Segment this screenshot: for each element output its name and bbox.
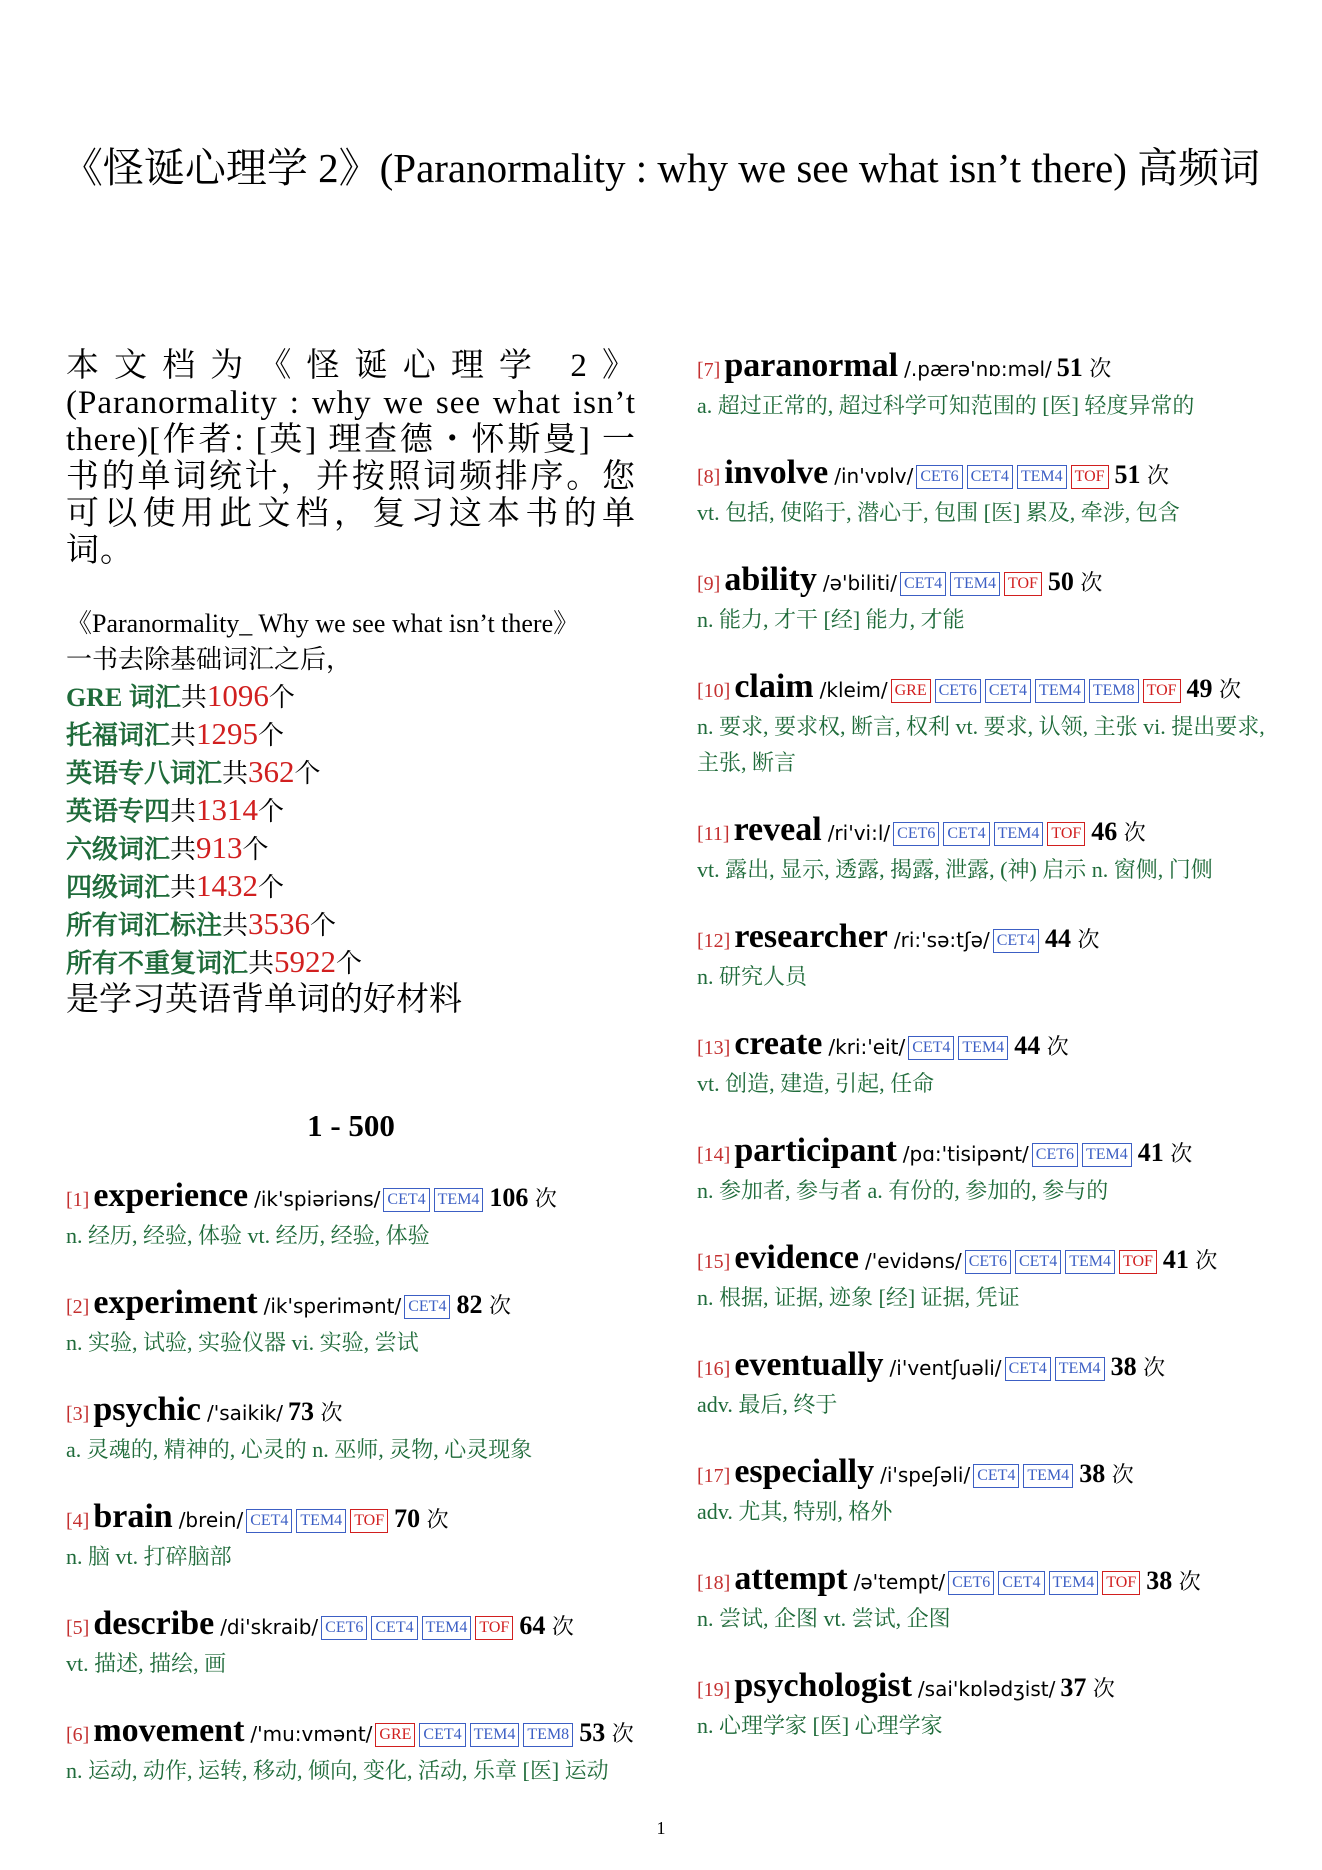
exam-tag: CET4 [1015,1250,1061,1274]
entry-index: [16] [697,1358,731,1380]
stats-label: 所有词汇标注 [66,911,223,940]
entry-phonetic: /ə'tempt/ [853,1570,946,1594]
entry-word: movement [93,1712,245,1749]
entry-index: [10] [697,680,731,702]
entry-index: [3] [66,1403,90,1425]
entry-count: 46 [1091,817,1118,846]
entry-index: [14] [697,1144,731,1166]
entry-count-suffix: 次 [1080,570,1103,595]
entry-count: 37 [1060,1673,1087,1702]
entry-index: [12] [697,930,731,952]
exam-tag: CET6 [935,679,981,703]
entry-header [697,1561,1272,1601]
stats-label: 四级词汇 [66,873,171,902]
entry-count-suffix: 次 [1123,820,1146,845]
exam-tag: CET6 [893,822,939,846]
exam-tag: TOF [1119,1250,1157,1274]
exam-tag: TEM4 [422,1616,472,1640]
entry-index: [9] [697,573,721,595]
entry-header [66,1178,636,1218]
word-entry [66,1713,636,1789]
entry-word: evidence [734,1239,859,1276]
word-entry [66,1606,636,1682]
stats-connector: 共 [170,721,197,750]
entry-definition: n. 尝试, 企图 vt. 尝试, 企图 [697,1606,951,1631]
exam-tag: CET4 [985,679,1031,703]
exam-tag: TEM4 [1082,1143,1132,1167]
entry-header [697,812,1272,852]
entry-word: psychologist [734,1667,912,1704]
stats-line [66,906,636,944]
entry-word: experience [93,1177,249,1214]
stats-line [66,716,636,754]
entry-word: create [734,1025,823,1062]
entry-header [697,1133,1272,1173]
stats-closing: 是学习英语背单词的好材料 [66,982,462,1018]
stats-unit: 个 [336,949,363,978]
entry-index: [5] [66,1617,90,1639]
exam-tag: CET4 [404,1295,450,1319]
word-entry [697,1347,1272,1423]
entry-header [66,1392,636,1432]
entry-header [66,1713,636,1753]
entry-count-suffix: 次 [1092,1676,1115,1701]
entry-index: [11] [697,823,730,845]
entry-word: attempt [734,1560,848,1597]
entry-count: 38 [1110,1352,1137,1381]
exam-tag: TEM4 [470,1723,520,1747]
entry-header [66,1285,636,1325]
exam-tag: TEM4 [1017,465,1067,489]
entry-count-suffix: 次 [1143,1355,1166,1380]
entry-count: 70 [394,1504,421,1533]
exam-tag: CET6 [321,1616,367,1640]
word-entry [66,1499,636,1575]
exam-tag: CET4 [908,1036,954,1060]
entry-definition: vt. 包括, 使陷于, 潜心于, 包围 [医] 累及, 牵涉, 包含 [697,500,1180,525]
word-entry [66,1285,636,1361]
exam-tag: TEM4 [958,1036,1008,1060]
exam-tag: CET4 [383,1188,429,1212]
entry-phonetic: /pɑ:'tisipənt/ [902,1142,1029,1166]
entry-definition: n. 脑 vt. 打碎脑部 [66,1544,232,1569]
stats-label: 托福词汇 [66,721,171,750]
exam-tag: TOF [350,1509,388,1533]
word-entry [66,1392,636,1468]
entry-phonetic: /.pærə'nɒ:məl/ [904,357,1052,381]
entry-count: 51 [1056,353,1083,382]
entry-definition: adv. 最后, 终于 [697,1392,838,1417]
exam-tag: TEM4 [950,572,1000,596]
word-entry [697,919,1272,995]
entry-count-suffix: 次 [551,1614,574,1639]
entry-definition: n. 参加者, 参与者 a. 有份的, 参加的, 参与的 [697,1178,1109,1203]
stats-list [66,678,636,982]
page-number: 1 [656,1818,666,1838]
entry-header [697,1668,1272,1708]
stats-line [66,792,636,830]
exam-tag: CET4 [1005,1357,1051,1381]
entry-count: 82 [456,1290,483,1319]
entry-word: experiment [93,1284,258,1321]
entry-count-suffix: 次 [1089,356,1112,381]
word-entry [66,1178,636,1254]
entry-word: paranormal [724,347,899,384]
entry-phonetic: /sai'kɒlədʒist/ [917,1677,1056,1701]
left-column [66,348,636,1820]
entry-phonetic: /i'speʃəli/ [880,1463,971,1487]
entry-count: 51 [1114,460,1141,489]
entry-phonetic: /in'vɒlv/ [834,464,914,488]
stats-label: 六级词汇 [66,835,171,864]
exam-tag: CET4 [943,822,989,846]
entry-definition: n. 能力, 才干 [经] 能力, 才能 [697,607,965,632]
stats-connector: 共 [222,911,249,940]
entry-index: [13] [697,1037,731,1059]
entry-index: [15] [697,1251,731,1273]
word-entry [697,1240,1272,1316]
entry-definition: a. 灵魂的, 精神的, 心灵的 n. 巫师, 灵物, 心灵现象 [66,1437,533,1462]
stats-unit: 个 [258,721,285,750]
stats-connector: 共 [222,759,249,788]
entry-phonetic: /ə'biliti/ [822,571,897,595]
entry-count: 64 [519,1611,546,1640]
stats-connector: 共 [170,873,197,902]
entry-definition: n. 研究人员 [697,964,808,989]
entry-count-suffix: 次 [1111,1462,1134,1487]
stats-count: 1096 [206,678,269,713]
right-column [697,348,1272,1775]
left-word-list [66,1178,636,1789]
stats-line [66,944,636,982]
stats-unit: 个 [310,911,337,940]
exam-tag: TOF [1004,572,1042,596]
exam-tag: TEM4 [994,822,1044,846]
entry-header [697,1347,1272,1387]
stats-count: 1314 [196,792,259,827]
entry-word: psychic [93,1391,202,1428]
stats-label: GRE 词汇 [66,683,181,712]
entry-word: ability [724,561,817,598]
entry-phonetic: /kleim/ [819,678,888,702]
exam-tag: CET4 [973,1464,1019,1488]
word-entry [697,348,1272,424]
stats-unit: 个 [294,759,321,788]
entry-definition: n. 经历, 经验, 体验 vt. 经历, 经验, 体验 [66,1223,430,1248]
entry-header [697,1026,1272,1066]
exam-tag: TOF [1071,465,1109,489]
stats-removed-line: 一书去除基础词汇之后， [66,645,353,674]
entry-phonetic: /ri:'sə:tʃə/ [893,928,990,952]
entry-definition: n. 根据, 证据, 迹象 [经] 证据, 凭证 [697,1285,1020,1310]
exam-tag: CET4 [967,465,1013,489]
word-entry [697,1561,1272,1637]
entry-count-suffix: 次 [1170,1141,1193,1166]
exam-tag: TEM4 [434,1188,484,1212]
exam-tag: TEM4 [296,1509,346,1533]
entry-count: 53 [579,1718,606,1747]
entry-count-suffix: 次 [611,1721,634,1746]
stats-count: 913 [196,830,243,865]
entry-count-suffix: 次 [320,1400,343,1425]
exam-tag: TOF [1102,1571,1140,1595]
exam-tag: CET4 [900,572,946,596]
entry-header [66,1499,636,1539]
entry-header [697,919,1272,959]
entry-count: 50 [1047,567,1074,596]
exam-tag: TEM4 [1055,1357,1105,1381]
stats-count: 5922 [274,944,337,979]
exam-tag: CET6 [965,1250,1011,1274]
stats-line [66,678,636,716]
word-entry [697,1133,1272,1209]
entry-count-suffix: 次 [1178,1569,1201,1594]
entry-definition: n. 运动, 动作, 运转, 移动, 倾向, 变化, 活动, 乐章 [医] 运动 [66,1758,609,1783]
entry-index: [17] [697,1465,731,1487]
word-entry [697,669,1272,781]
stats-line [66,830,636,868]
stats-connector: 共 [170,797,197,826]
entry-count-suffix: 次 [1046,1034,1069,1059]
exam-tag: TOF [475,1616,513,1640]
entry-index: [6] [66,1724,90,1746]
entry-count: 44 [1044,924,1071,953]
exam-tag: CET6 [916,465,962,489]
word-entry [697,562,1272,638]
entry-phonetic: /ik'spiəriəns/ [254,1187,381,1211]
exam-tag: CET4 [371,1616,417,1640]
stats-connector: 共 [170,835,197,864]
entry-header [697,669,1272,709]
stats-count: 362 [248,754,295,789]
entry-word: especially [734,1453,875,1490]
entry-count-suffix: 次 [1219,677,1242,702]
entry-header [697,348,1272,388]
entry-index: [7] [697,359,721,381]
stats-label: 所有不重复词汇 [66,949,249,978]
entry-header [697,455,1272,495]
stats-label: 英语专四 [66,797,171,826]
entry-phonetic: /brein/ [178,1508,244,1532]
entry-definition: vt. 创造, 建造, 引起, 任命 [697,1071,935,1096]
entry-count: 41 [1162,1245,1189,1274]
entry-phonetic: /'evidəns/ [864,1249,962,1273]
exam-tag: TEM4 [1065,1250,1115,1274]
intro-paragraph: 本文档为《怪诞心理学 2》(Paranormality : why we see what isn’t there)[作者: [英] 理查德・怀斯曼] 一书的单词统计，并按照词频排序。您可以使用此文档，复习这本书的单词。 [66,348,636,569]
entry-word: claim [734,668,814,705]
entry-header [697,562,1272,602]
entry-index: [4] [66,1510,90,1532]
exam-tag: TEM4 [1035,679,1085,703]
stats-book-line: 《Paranormality_ Why we see what isn’t there》 [66,609,580,638]
stats-unit: 个 [268,683,295,712]
entry-count: 44 [1014,1031,1041,1060]
entry-count: 49 [1186,674,1213,703]
exam-tag: CET4 [246,1509,292,1533]
entry-header [697,1454,1272,1494]
entry-definition: a. 超过正常的, 超过科学可知范围的 [医] 轻度异常的 [697,393,1195,418]
entry-word: brain [93,1498,173,1535]
document-title: 《怪诞心理学 2》(Paranormality : why we see what isn’t there) 高频词 [61,145,1261,191]
right-word-list [697,348,1272,1744]
entry-phonetic: /'saikik/ [207,1401,283,1425]
entry-count-suffix: 次 [488,1293,511,1318]
entry-phonetic: /ik'sperimənt/ [263,1294,402,1318]
entry-count-suffix: 次 [1147,463,1170,488]
exam-tag: CET4 [998,1571,1044,1595]
entry-index: [18] [697,1572,731,1594]
entry-word: eventually [734,1346,884,1383]
exam-tag: TOF [1047,822,1085,846]
entry-phonetic: /kri:'eit/ [828,1035,906,1059]
entry-count: 38 [1079,1459,1106,1488]
entry-word: describe [93,1605,215,1642]
entry-word: participant [734,1132,897,1169]
stats-connector: 共 [180,683,207,712]
exam-tag: TEM8 [523,1723,573,1747]
entry-word: involve [724,454,829,491]
exam-tag: TOF [1143,679,1181,703]
exam-tag: CET6 [948,1571,994,1595]
entry-header [697,1240,1272,1280]
exam-tag: TEM8 [1089,679,1139,703]
exam-tag: TEM4 [1023,1464,1073,1488]
entry-count: 38 [1146,1566,1173,1595]
entry-phonetic: /'mu:vmənt/ [250,1722,373,1746]
stats-count: 1432 [196,868,259,903]
entry-count-suffix: 次 [1077,927,1100,952]
entry-definition: vt. 描述, 描绘, 画 [66,1651,227,1676]
stats-connector: 共 [248,949,275,978]
entry-count: 106 [489,1183,529,1212]
entry-header [66,1606,636,1646]
exam-tag: TEM4 [1049,1571,1099,1595]
entry-definition: n. 要求, 要求权, 断言, 权利 vt. 要求, 认领, 主张 vi. 提出要求, 主张, 断言 [697,714,1265,775]
stats-label: 英语专八词汇 [66,759,223,788]
stats-unit: 个 [258,873,285,902]
exam-tag: CET4 [993,929,1039,953]
entry-word: researcher [734,918,888,955]
entry-count-suffix: 次 [1195,1248,1218,1273]
entry-definition: adv. 尤其, 特别, 格外 [697,1499,893,1524]
entry-index: [2] [66,1296,90,1318]
stats-unit: 个 [242,835,269,864]
entry-phonetic: /ri'vi:l/ [827,821,891,845]
word-entry [697,812,1272,888]
word-entry [697,1668,1272,1744]
word-entry [697,1454,1272,1530]
entry-index: [8] [697,466,721,488]
entry-count: 73 [287,1397,314,1426]
entry-word: reveal [733,811,822,848]
entry-index: [1] [66,1189,90,1211]
stats-count: 1295 [196,716,259,751]
vocabulary-stats [66,606,636,1018]
exam-tag: GRE [375,1723,415,1747]
stats-count: 3536 [248,906,311,941]
stats-line [66,868,636,906]
range-heading: 1 - 500 [307,1108,395,1143]
entry-count-suffix: 次 [426,1507,449,1532]
word-entry [697,455,1272,531]
word-entry [697,1026,1272,1102]
stats-line [66,754,636,792]
entry-phonetic: /i'ventʃuəli/ [889,1356,1002,1380]
entry-count: 41 [1137,1138,1164,1167]
exam-tag: CET4 [419,1723,465,1747]
entry-definition: n. 实验, 试验, 实验仪器 vi. 实验, 尝试 [66,1330,419,1355]
entry-index: [19] [697,1679,731,1701]
stats-unit: 个 [258,797,285,826]
entry-definition: n. 心理学家 [医] 心理学家 [697,1713,943,1738]
entry-phonetic: /di'skraib/ [220,1615,319,1639]
exam-tag: GRE [891,679,931,703]
exam-tag: CET6 [1032,1143,1078,1167]
entry-count-suffix: 次 [534,1186,557,1211]
entry-definition: vt. 露出, 显示, 透露, 揭露, 泄露, (神) 启示 n. 窗侧, 门侧 [697,857,1213,882]
